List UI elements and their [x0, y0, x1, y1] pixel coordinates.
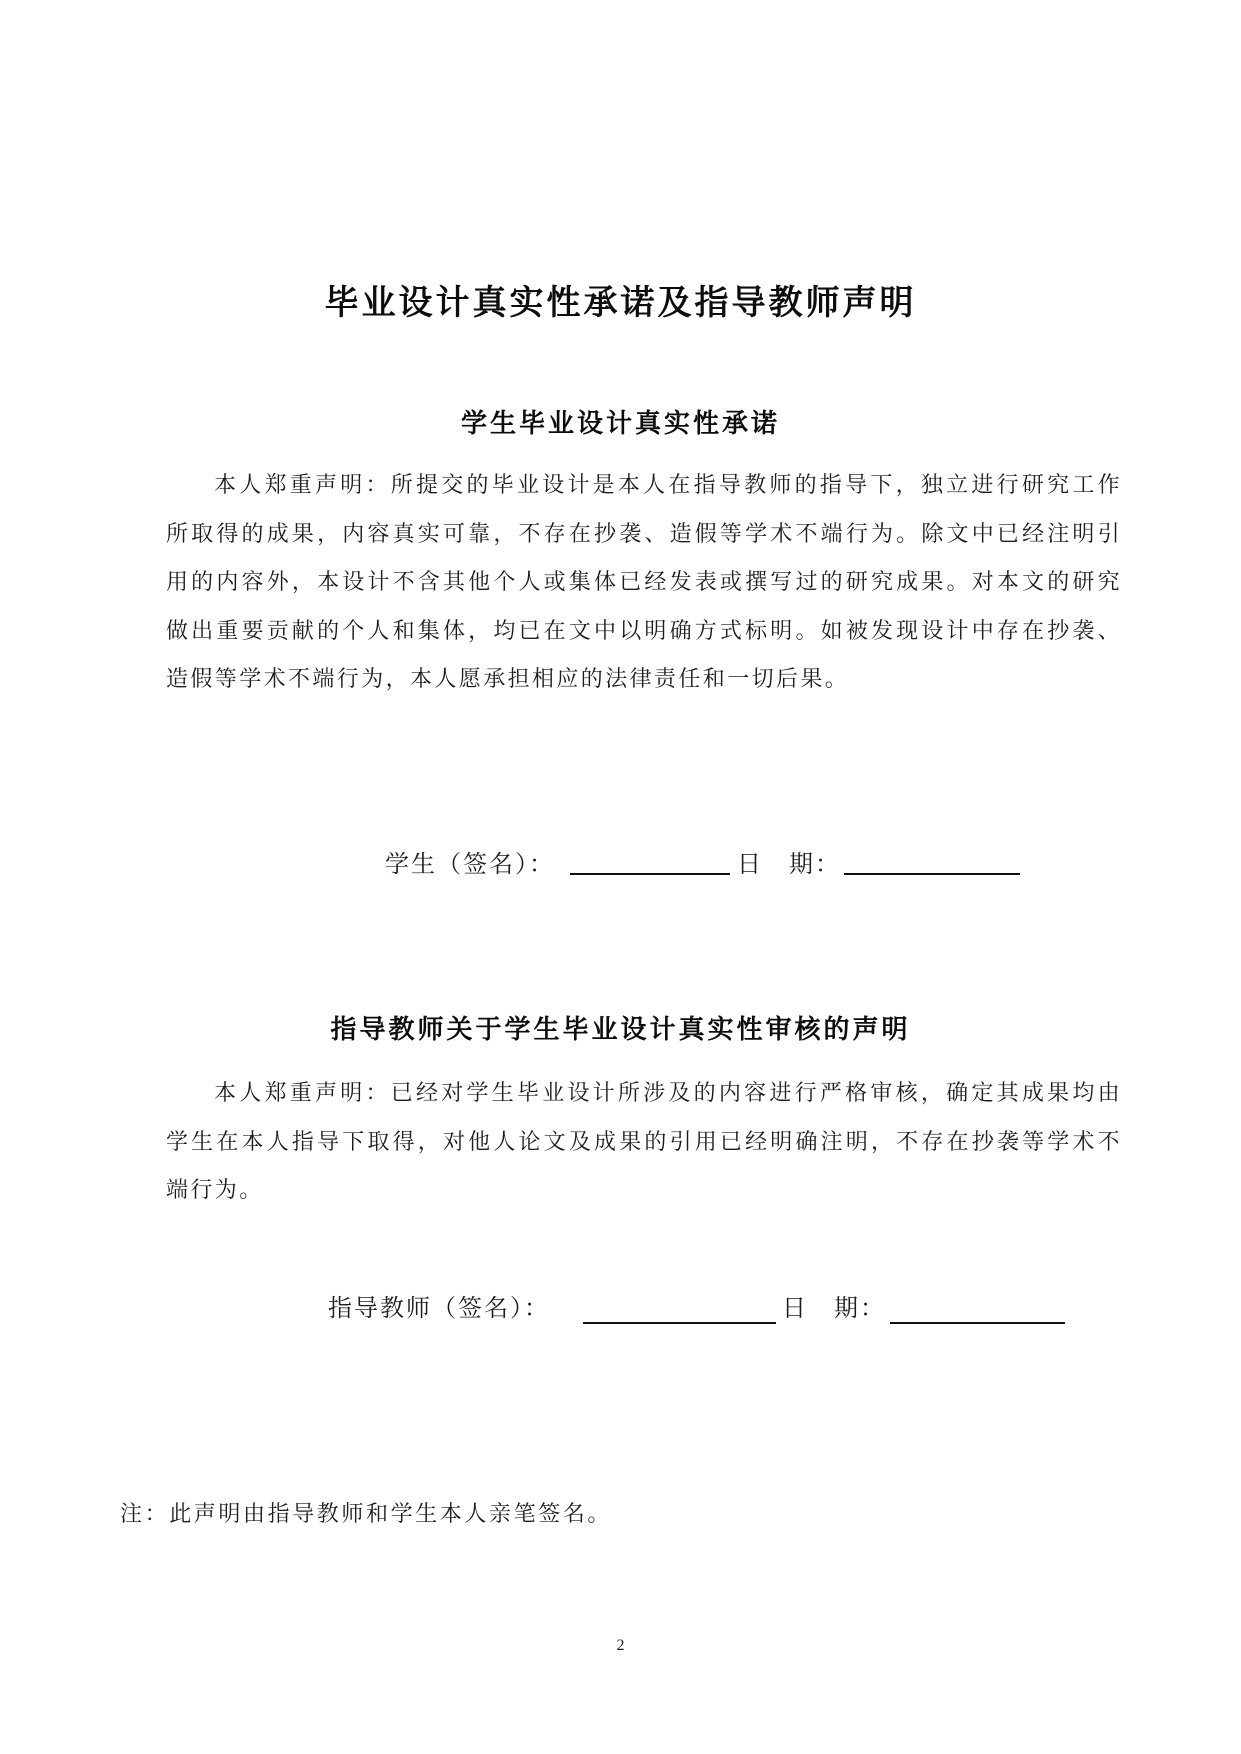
paragraph-line: 造假等学术不端行为，本人愿承担相应的法律责任和一切后果。 — [166, 667, 850, 693]
student-commitment-heading: 学生毕业设计真实性承诺 — [460, 409, 780, 439]
paragraph-line: 学生在本人指导下取得，对他人论文及成果的引用已经明确注明，不存在抄袭等学术不 — [166, 1129, 1122, 1155]
footnote: 注：此声明由指导教师和学生本人亲笔签名。 — [120, 1502, 613, 1527]
student-date-label: 日 期： — [737, 850, 841, 878]
advisor-date-label: 日 期： — [782, 1294, 886, 1322]
student-signature-line — [570, 873, 730, 875]
student-commitment-paragraph — [166, 462, 1122, 705]
student-signature-label: 学生（签名）： — [385, 850, 555, 878]
advisor-statement-paragraph — [166, 1070, 1122, 1216]
page-number: 2 — [616, 1637, 625, 1654]
paragraph-line: 端行为。 — [166, 1178, 264, 1204]
paragraph-line: 用的内容外，本设计不含其他个人或集体已经发表或撰写过的研究成果。对本文的研究 — [166, 570, 1122, 596]
advisor-date-line — [890, 1322, 1065, 1324]
advisor-signature-line — [583, 1322, 776, 1324]
paragraph-line: 本人郑重声明：所提交的毕业设计是本人在指导教师的指导下，独立进行研究工作 — [214, 473, 1122, 498]
paragraph-line: 所取得的成果，内容真实可靠，不存在抄袭、造假等学术不端行为。除文中已经注明引 — [166, 521, 1122, 547]
paragraph-line: 做出重要贡献的个人和集体，均已在文中以明确方式标明。如被发现设计中存在抄袭、 — [166, 618, 1122, 644]
advisor-statement-heading: 指导教师关于学生毕业设计真实性审核的声明 — [330, 1015, 911, 1045]
student-date-line — [844, 873, 1020, 875]
document-title: 毕业设计真实性承诺及指导教师声明 — [324, 283, 917, 323]
advisor-signature-label: 指导教师（签名）： — [328, 1294, 550, 1322]
paragraph-line: 本人郑重声明：已经对学生毕业设计所涉及的内容进行严格审核，确定其成果均由 — [214, 1081, 1122, 1106]
